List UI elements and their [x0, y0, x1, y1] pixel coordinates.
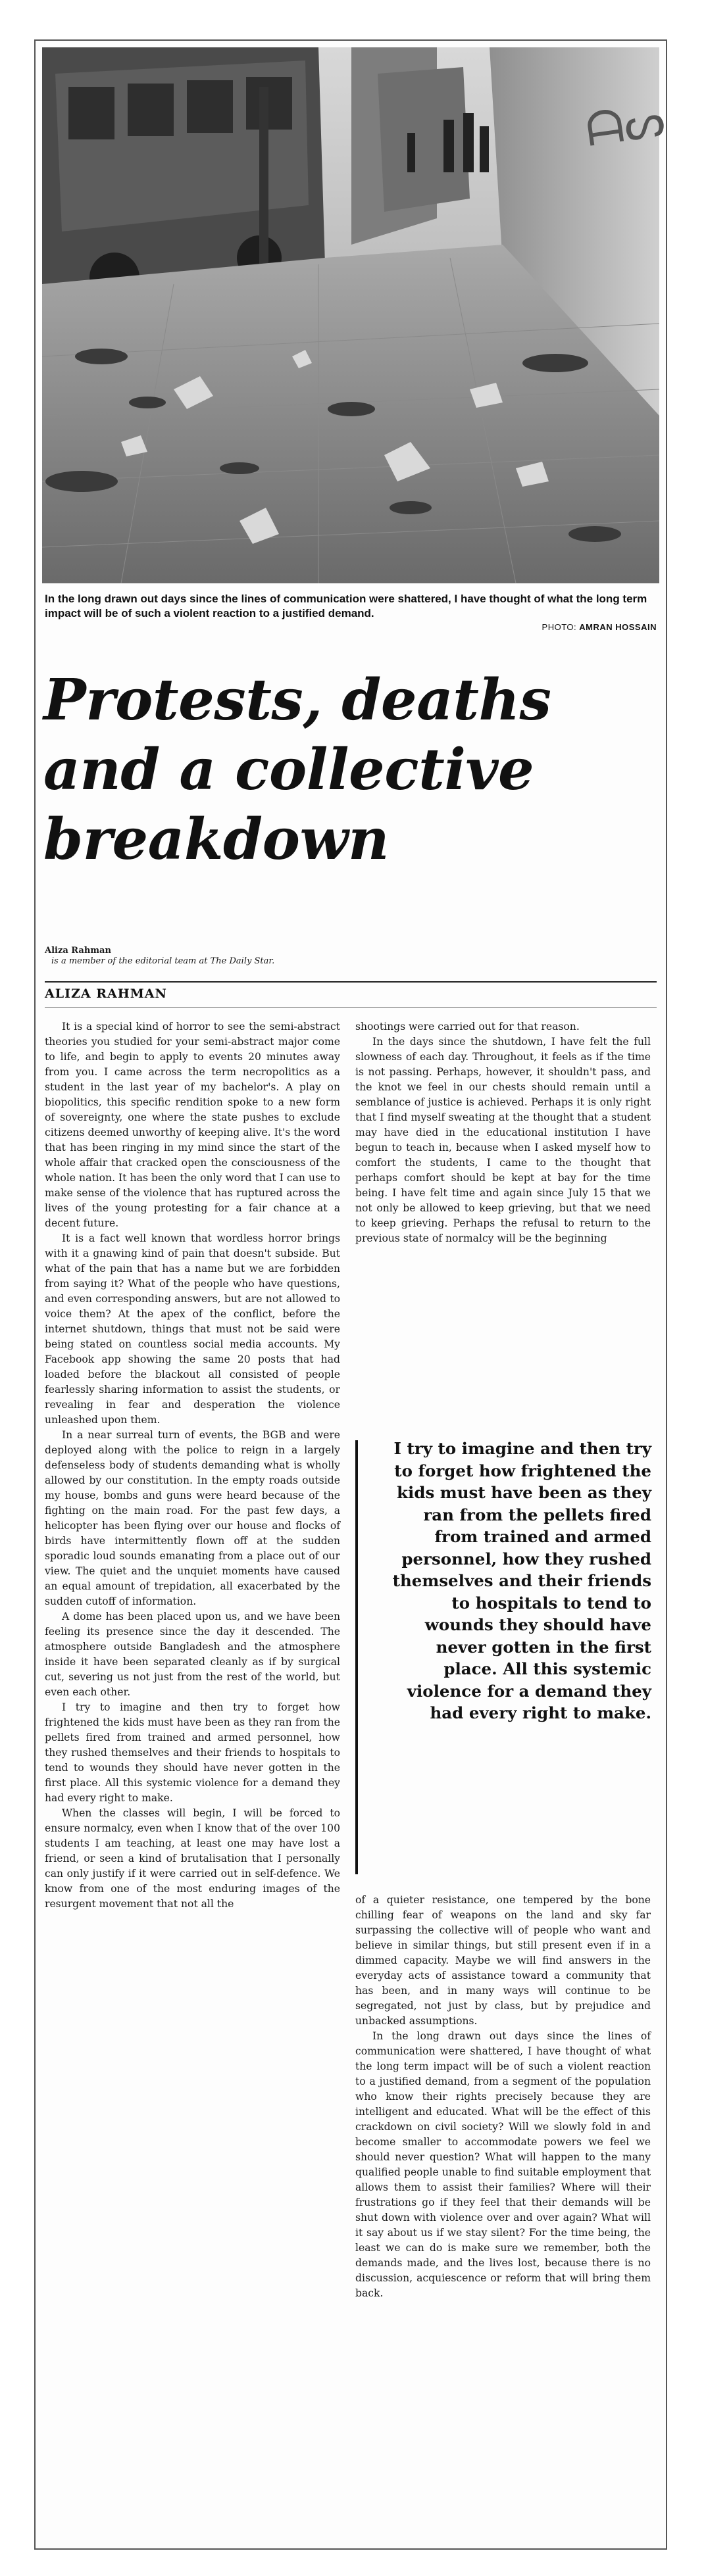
- photo-credit-label: PHOTO:: [542, 622, 577, 632]
- author-byline: ALIZA RAHMAN: [45, 986, 167, 1001]
- svg-text:ᗩᔕ: ᗩᔕ: [582, 92, 668, 157]
- body-paragraph: In the days since the shutdown, I have felt the full slowness of each day. Throughout, it feels as if the time is not passing. Perhaps, however, it shouldn't pass, and the knot we feel in our chests should remain until a semblance of justice is achieved. Perhaps it is only right that I find myself sweating at the thought that a student may have died in the educational institution I have begun to teach in, because when I asked myself how to comfort the students, I came to the thought that perhaps comfort should be kept at bay for the time being. I have felt time and again since July 15 that we not only be allowed to keep grieving, but that we need to keep grieving. Perhaps the refusal to return to the previous state of normalcy will be the beginning: [355, 1036, 651, 1244]
- lead-photo: [42, 47, 668, 583]
- pull-quote: I try to imagine and then try to forget how frightened the kids must have been as they ran from the pellets fired from trained and armed personnel, how they rushed themselves and their friends to hospitals to tend to wounds they should have never gotten in the first place. All this systemic violence for a demand they had every right to make.: [392, 1439, 651, 1722]
- body-paragraph: I try to imagine and then try to forget how frightened the kids must have been as they ran from the pellets fired from trained and armed personnel, how they rushed themselves and their friends to hospitals to tend to wounds they should have never gotten in the first place. All this systemic violence for a demand they had every right to make.: [45, 1701, 340, 1804]
- body-paragraph: It is a fact well known that wordless horror brings with it a gnawing kind of pain that doesn't subside. But what of the pain that has a name but we are forbidden from saying it? What of the people who have questions, and even corresponding answers, but are not allowed to voice them? At the apex of the conflict, before the internet shutdown, things that must not be said were being stated on countless social media accounts. My Facebook app showing the same 20 posts that had loaded before the blackout all consisted of people fearlessly sharing information to assist the students, or revealing in fear and desperation the violence unleashed upon them.: [45, 1232, 340, 1426]
- pull-quote-bar: [355, 1440, 358, 1874]
- body-paragraph: It is a special kind of horror to see the semi-abstract theories you studied for your semi-abstract major come to life, and begin to apply to events 20 minutes away from you. I came across the term necropolitics as a student in the last year of my bachelor's. A play on biopolitics, this specific rendition spoke to a new form of sovereignty, one where the state pushes to exclude citizens deemed unworthy of keeping alive. It's the word that has been ringing in my mind since the start of the whole affair that cracked open the consciousness of the whole nation. It has been the only word that I can use to make sense of the violence that has ruptured across the lives of the young protesting for a fair chance at a decent future.: [45, 1021, 340, 1229]
- article-headline: Protests, deaths and a collective breakdown: [43, 667, 551, 873]
- divider: [45, 981, 657, 983]
- article-column-right-top: [355, 1019, 651, 1246]
- article-column-right-bottom: [355, 1893, 651, 2301]
- body-paragraph: of a quieter resistance, one tempered by the bone chilling fear of weapons on the land and sky far surpassing the collective will of people who want and believe in similar things, but still present even if in a dimmed capacity. Maybe we will find answers in the everyday acts of assistance toward a community that has been, and in many ways will continue to be segregated, not just by class, but by prejudice and unbacked assumptions.: [355, 1894, 651, 2027]
- author-bio-description: is a member of the editorial team at The Daily Star.: [51, 956, 275, 966]
- photo-credit-name: AMRAN HOSSAIN: [579, 622, 657, 632]
- newspaper-page: [34, 39, 667, 2550]
- body-paragraph: A dome has been placed upon us, and we have been feeling its presence since the day it descended. The atmosphere outside Bangladesh and the atmosphere inside it have been separated cleanly as if by surgical cut, severing us not just from the rest of the world, but even each other.: [45, 1611, 340, 1698]
- body-paragraph: When the classes will begin, I will be forced to ensure normalcy, even when I know that of the over 100 students I am teaching, at least one may have lost a friend, or seen a kind of brutalisation that I personally can only justify if it were carried out in self-defence. We know from one of the most enduring images of the resurgent movement that not all the: [45, 1807, 340, 1910]
- body-paragraph: In a near surreal turn of events, the BGB and were deployed along with the police to reign in a largely defenseless body of students demanding what is wholly allowed by our constitution. In the empty roads outside my house, bombs and guns were heard because of the fighting on the main road. For the past few days, a helicopter has been flying over our house and flocks of birds have intermittently flown off at the sudden sporadic loud sounds emanating from a place out of our view. The quiet and the unquiet moments have caused an equal amount of trepidation, all exacerbated by the sudden cutoff of information.: [45, 1429, 340, 1607]
- photo-credit: [542, 622, 657, 632]
- body-paragraph: In the long drawn out days since the lines of communication were shattered, I have thought of what the long term impact will be of such a violent reaction to a justified demand, from a segment of the population who know their rights precisely because they are intelligent and educated. What will be the effect of this crackdown on civil society? Will we slowly fold in and become smaller to accommodate powers we feel we should never question? What will happen to the many qualified people unable to find suitable employment that allows them to assist their families? Where will their frustrations go if they feel that their demands will be shut down with violence over and over again? What will it say about us if we stay silent? For the time being, the least we can do is make sure we remember, both the demands made, and the lives lost, because there is no discussion, acquiescence or reform that will bring them back.: [355, 2030, 651, 2299]
- author-bio: [45, 946, 657, 967]
- street-debris-photo-illustration: [42, 47, 668, 583]
- body-paragraph: shootings were carried out for that reason.: [355, 1021, 580, 1033]
- author-bio-name: Aliza Rahman: [45, 946, 111, 956]
- photo-caption: In the long drawn out days since the lines of communication were shattered, I have thought of what the long term impact will be of such a violent reaction to a justified demand.: [45, 593, 647, 620]
- article-column-left: [45, 1019, 340, 1912]
